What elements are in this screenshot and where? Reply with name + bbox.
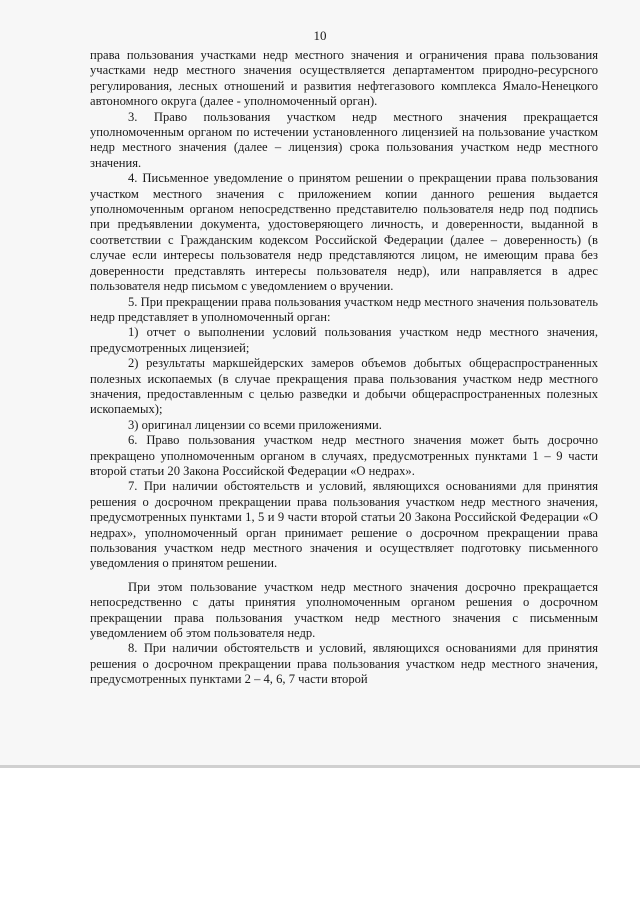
paragraph-8: 8. При наличии обстоятельств и условий, являющихся основаниями для принятия решения о досрочном прекращении права пользования участком недр местного значения, предусмотренных пунктами 2 – 4, 6, 7 части второй: [90, 641, 598, 687]
paragraph-continuation: права пользования участками недр местного значения и ограничения права пользования участками недр местного значения осуществляется департаментом природно-ресурсного регулирования, лесных отношений и развития нефтегазового комплекса Ямало-Ненецкого автономного округа (далее - уполномоченный орган).: [90, 48, 598, 109]
paragraph-3: 3. Право пользования участком недр местного значения прекращается уполномоченным органом по истечении установленного лицензией на пользование участком недр местного значения (далее – лицензия) срока пользования участком недр местного значения.: [90, 109, 598, 170]
list-item-1: 1) отчет о выполнении условий пользования участком недр местного значения, предусмотренных лицензией;: [90, 325, 598, 355]
paragraph-5: 5. При прекращении права пользования участком недр местного значения пользователь недр представляет в уполномоченный орган:: [90, 294, 598, 324]
paragraph-7-continuation: При этом пользование участком недр местного значения досрочно прекращается непосредственно с даты принятия уполномоченным органом решения о досрочном прекращении права пользования участком недр местного значения с письменным уведомлением об этом пользователя недр.: [90, 579, 598, 641]
paragraph-6: 6. Право пользования участком недр местного значения может быть досрочно прекращено уполномоченным органом в случаях, предусмотренных пунктами 1 – 9 части второй статьи 20 Закона Российской Федерации «О недрах».: [90, 433, 598, 478]
document-body: [90, 48, 598, 688]
page-number: 10: [313, 28, 327, 43]
list-item-2: 2) результаты маркшейдерских замеров объемов добытых общераспространенных полезных ископаемых (в случае прекращения права пользования участком недр местного значения, предоставленным с целью разведки и добычи общераспространенных полезных ископаемых);: [90, 356, 598, 417]
paragraph-7: 7. При наличии обстоятельств и условий, являющихся основаниями для принятия решения о досрочном прекращении права пользования участком недр местного значения, предусмотренных пунктами 1, 5 и 9 части второй статьи 20 Закона Российской Федерации «О недрах», уполномоченный орган принимает решение о досрочном прекращении права пользования участком недр местного значения и осуществляет подготовку письменного уведомления о принятом решении.: [90, 479, 598, 571]
paragraph-4: 4. Письменное уведомление о принятом решении о прекращении права пользования участком местного значения с приложением копии данного решения выдается уполномоченным органом непосредственно представителю пользователя недр под подпись при предъявлении документа, удостоверяющего личность, и доверенности, выданной в соответствии с Гражданским кодексом Российской Федерации (далее – доверенность) (в случае если интересы пользователя недр представляются лицом, не имеющим права без доверенности представлять интересы пользователя недр), или направляется в адрес пользователя недр письмом с уведомлением о вручении.: [90, 171, 598, 294]
list-item-3: 3) оригинал лицензии со всеми приложениями.: [128, 417, 382, 432]
